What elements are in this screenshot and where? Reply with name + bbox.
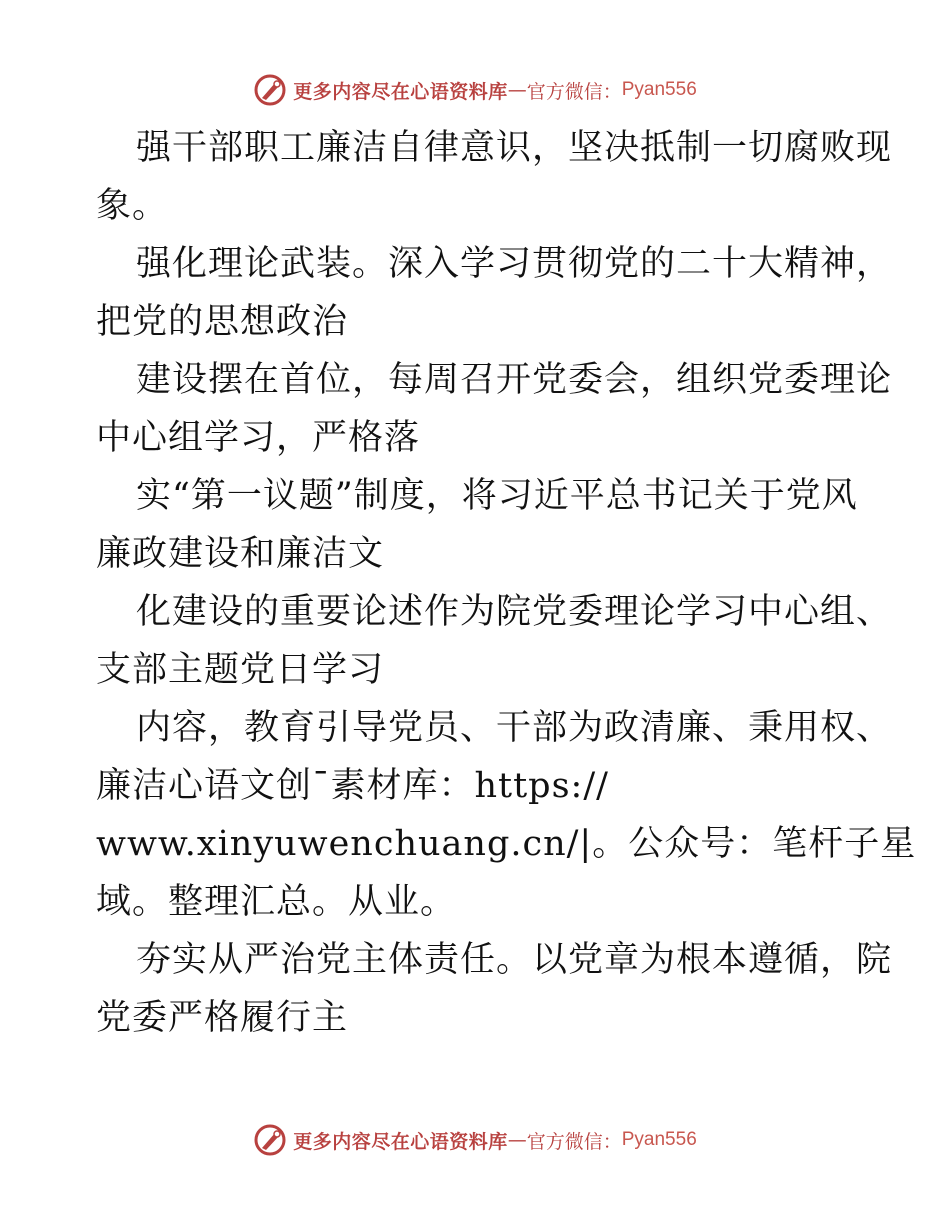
text-line: 强化理论武装。深入学习贯彻党的二十大精神，	[136, 244, 893, 284]
text-line: 强干部职工廉洁自律意识，坚决抵制一切腐败现	[136, 128, 893, 168]
text-line: 化建设的重要论述作为院党委理论学习中心组、	[136, 592, 893, 632]
banner-site-text: 更多内容尽在心语资料库	[293, 80, 508, 103]
text-line: 夯实从严治党主体责任。以党章为根本遵循，院	[136, 940, 893, 980]
banner-wechat-id: Pyan556	[621, 79, 697, 100]
pen-logo-icon	[253, 73, 287, 107]
text-line: 廉政建设和廉洁文	[96, 534, 385, 574]
pen-logo-icon	[253, 1123, 287, 1157]
banner-wechat-label: 官方微信：	[526, 80, 622, 103]
text-line: 建设摆在首位，每周召开党委会，组织党委理论	[136, 360, 893, 400]
banner-wechat-id: Pyan556	[621, 1129, 697, 1150]
text-line: 党委严格履行主	[96, 998, 349, 1038]
text-line: 廉洁心语文创¯素材库：https://	[96, 766, 609, 806]
banner-dash: —	[507, 1129, 527, 1151]
text-line: 象。	[96, 186, 169, 226]
text-line: 域。整理汇总。从业。	[96, 882, 457, 922]
banner-dash: —	[507, 79, 527, 101]
text-line: 内容，教育引导党员、干部为政清廉、秉用权、	[136, 708, 893, 748]
banner-site-text: 更多内容尽在心语资料库	[293, 1130, 508, 1153]
footer-watermark	[0, 1120, 950, 1160]
text-line: 中心组学习，严格落	[96, 418, 421, 458]
header-watermark	[0, 70, 950, 110]
text-line: 把党的思想政治	[96, 302, 349, 342]
text-line: 支部主题党日学习	[96, 650, 385, 690]
text-line: www.xinyuwenchuang.cn/|。公众号：笔杆子星	[96, 824, 917, 864]
document-body	[96, 119, 917, 1047]
text-line: 实“第一议题”制度，将习近平总书记关于党风	[136, 476, 858, 516]
banner-wechat-label: 官方微信：	[526, 1130, 622, 1153]
